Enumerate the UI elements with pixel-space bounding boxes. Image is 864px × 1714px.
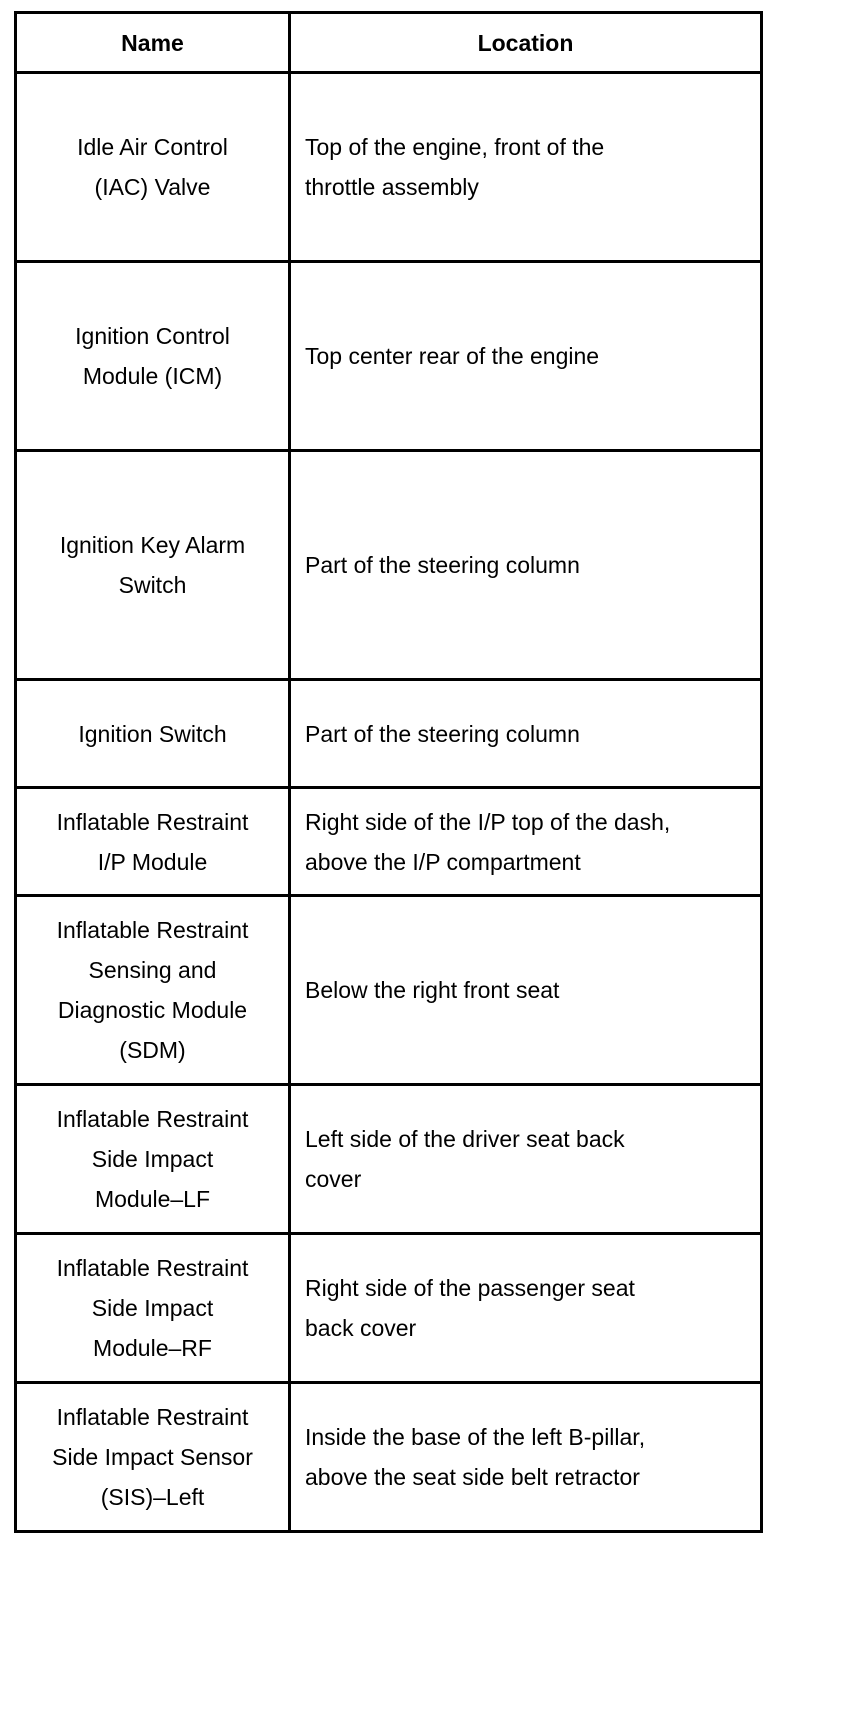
location-line: back cover (305, 1315, 417, 1341)
component-location (290, 1085, 762, 1234)
name-line: Ignition Switch (78, 720, 227, 747)
table-row (16, 1085, 762, 1234)
component-name (16, 896, 290, 1085)
component-location (290, 896, 762, 1085)
component-location (290, 73, 762, 262)
location-line: above the I/P compartment (305, 848, 581, 875)
name-line: I/P Module (97, 848, 208, 875)
location-line: Top center rear of the engine (305, 343, 600, 369)
location-line: cover (305, 1166, 362, 1192)
component-location-table (14, 11, 763, 1533)
table-row (16, 262, 762, 451)
name-line: Sensing and (88, 957, 217, 983)
name-line: Idle Air Control (77, 134, 228, 160)
table-row (16, 788, 762, 896)
name-line: Side Impact (91, 1146, 214, 1172)
location-line: Right side of the I/P top of the dash, (305, 808, 671, 835)
component-name (16, 1085, 290, 1234)
component-name (16, 262, 290, 451)
component-name (16, 1234, 290, 1383)
component-location (290, 451, 762, 680)
component-location (290, 680, 762, 788)
name-line: Side Impact (91, 1295, 214, 1321)
table-row (16, 1383, 762, 1532)
name-line: Module–LF (94, 1186, 211, 1212)
name-line: Module–RF (93, 1335, 212, 1361)
location-line: Left side of the driver seat back (305, 1126, 625, 1152)
component-location (290, 1234, 762, 1383)
component-name (16, 73, 290, 262)
name-line: Inflatable Restraint (56, 808, 249, 835)
name-line: Side Impact Sensor (52, 1444, 253, 1470)
component-name (16, 788, 290, 896)
location-line: Part of the steering column (305, 552, 580, 578)
name-line: Ignition Key Alarm (59, 532, 246, 558)
table-row (16, 451, 762, 680)
component-location (290, 1383, 762, 1532)
location-line: Part of the steering column (305, 720, 580, 747)
table-row (16, 896, 762, 1085)
table-row (16, 1234, 762, 1383)
name-line: Module (ICM) (82, 363, 223, 389)
name-line: (SDM) (119, 1037, 186, 1063)
name-line: (IAC) Valve (94, 174, 211, 200)
header-location: Location (290, 13, 762, 73)
name-line: Diagnostic Module (57, 997, 248, 1023)
component-name (16, 680, 290, 788)
name-line: Inflatable Restraint (56, 917, 249, 943)
location-line: Top of the engine, front of the (305, 134, 605, 160)
component-name (16, 1383, 290, 1532)
location-line: Below the right front seat (305, 977, 560, 1003)
component-location (290, 262, 762, 451)
name-line: Inflatable Restraint (56, 1255, 249, 1281)
location-line: throttle assembly (305, 174, 479, 200)
name-line: Inflatable Restraint (56, 1404, 249, 1430)
table-row (16, 680, 762, 788)
name-line: Inflatable Restraint (56, 1106, 249, 1132)
component-location (290, 788, 762, 896)
table-row (16, 73, 762, 262)
table-header-row (16, 13, 762, 73)
location-line: Inside the base of the left B-pillar, (305, 1424, 646, 1450)
header-name: Name (16, 13, 290, 73)
name-line: (SIS)–Left (100, 1484, 205, 1510)
location-line: Right side of the passenger seat (305, 1275, 635, 1301)
name-line: Switch (118, 572, 187, 598)
name-line: Ignition Control (75, 323, 230, 349)
location-line: above the seat side belt retractor (305, 1464, 640, 1490)
component-name (16, 451, 290, 680)
